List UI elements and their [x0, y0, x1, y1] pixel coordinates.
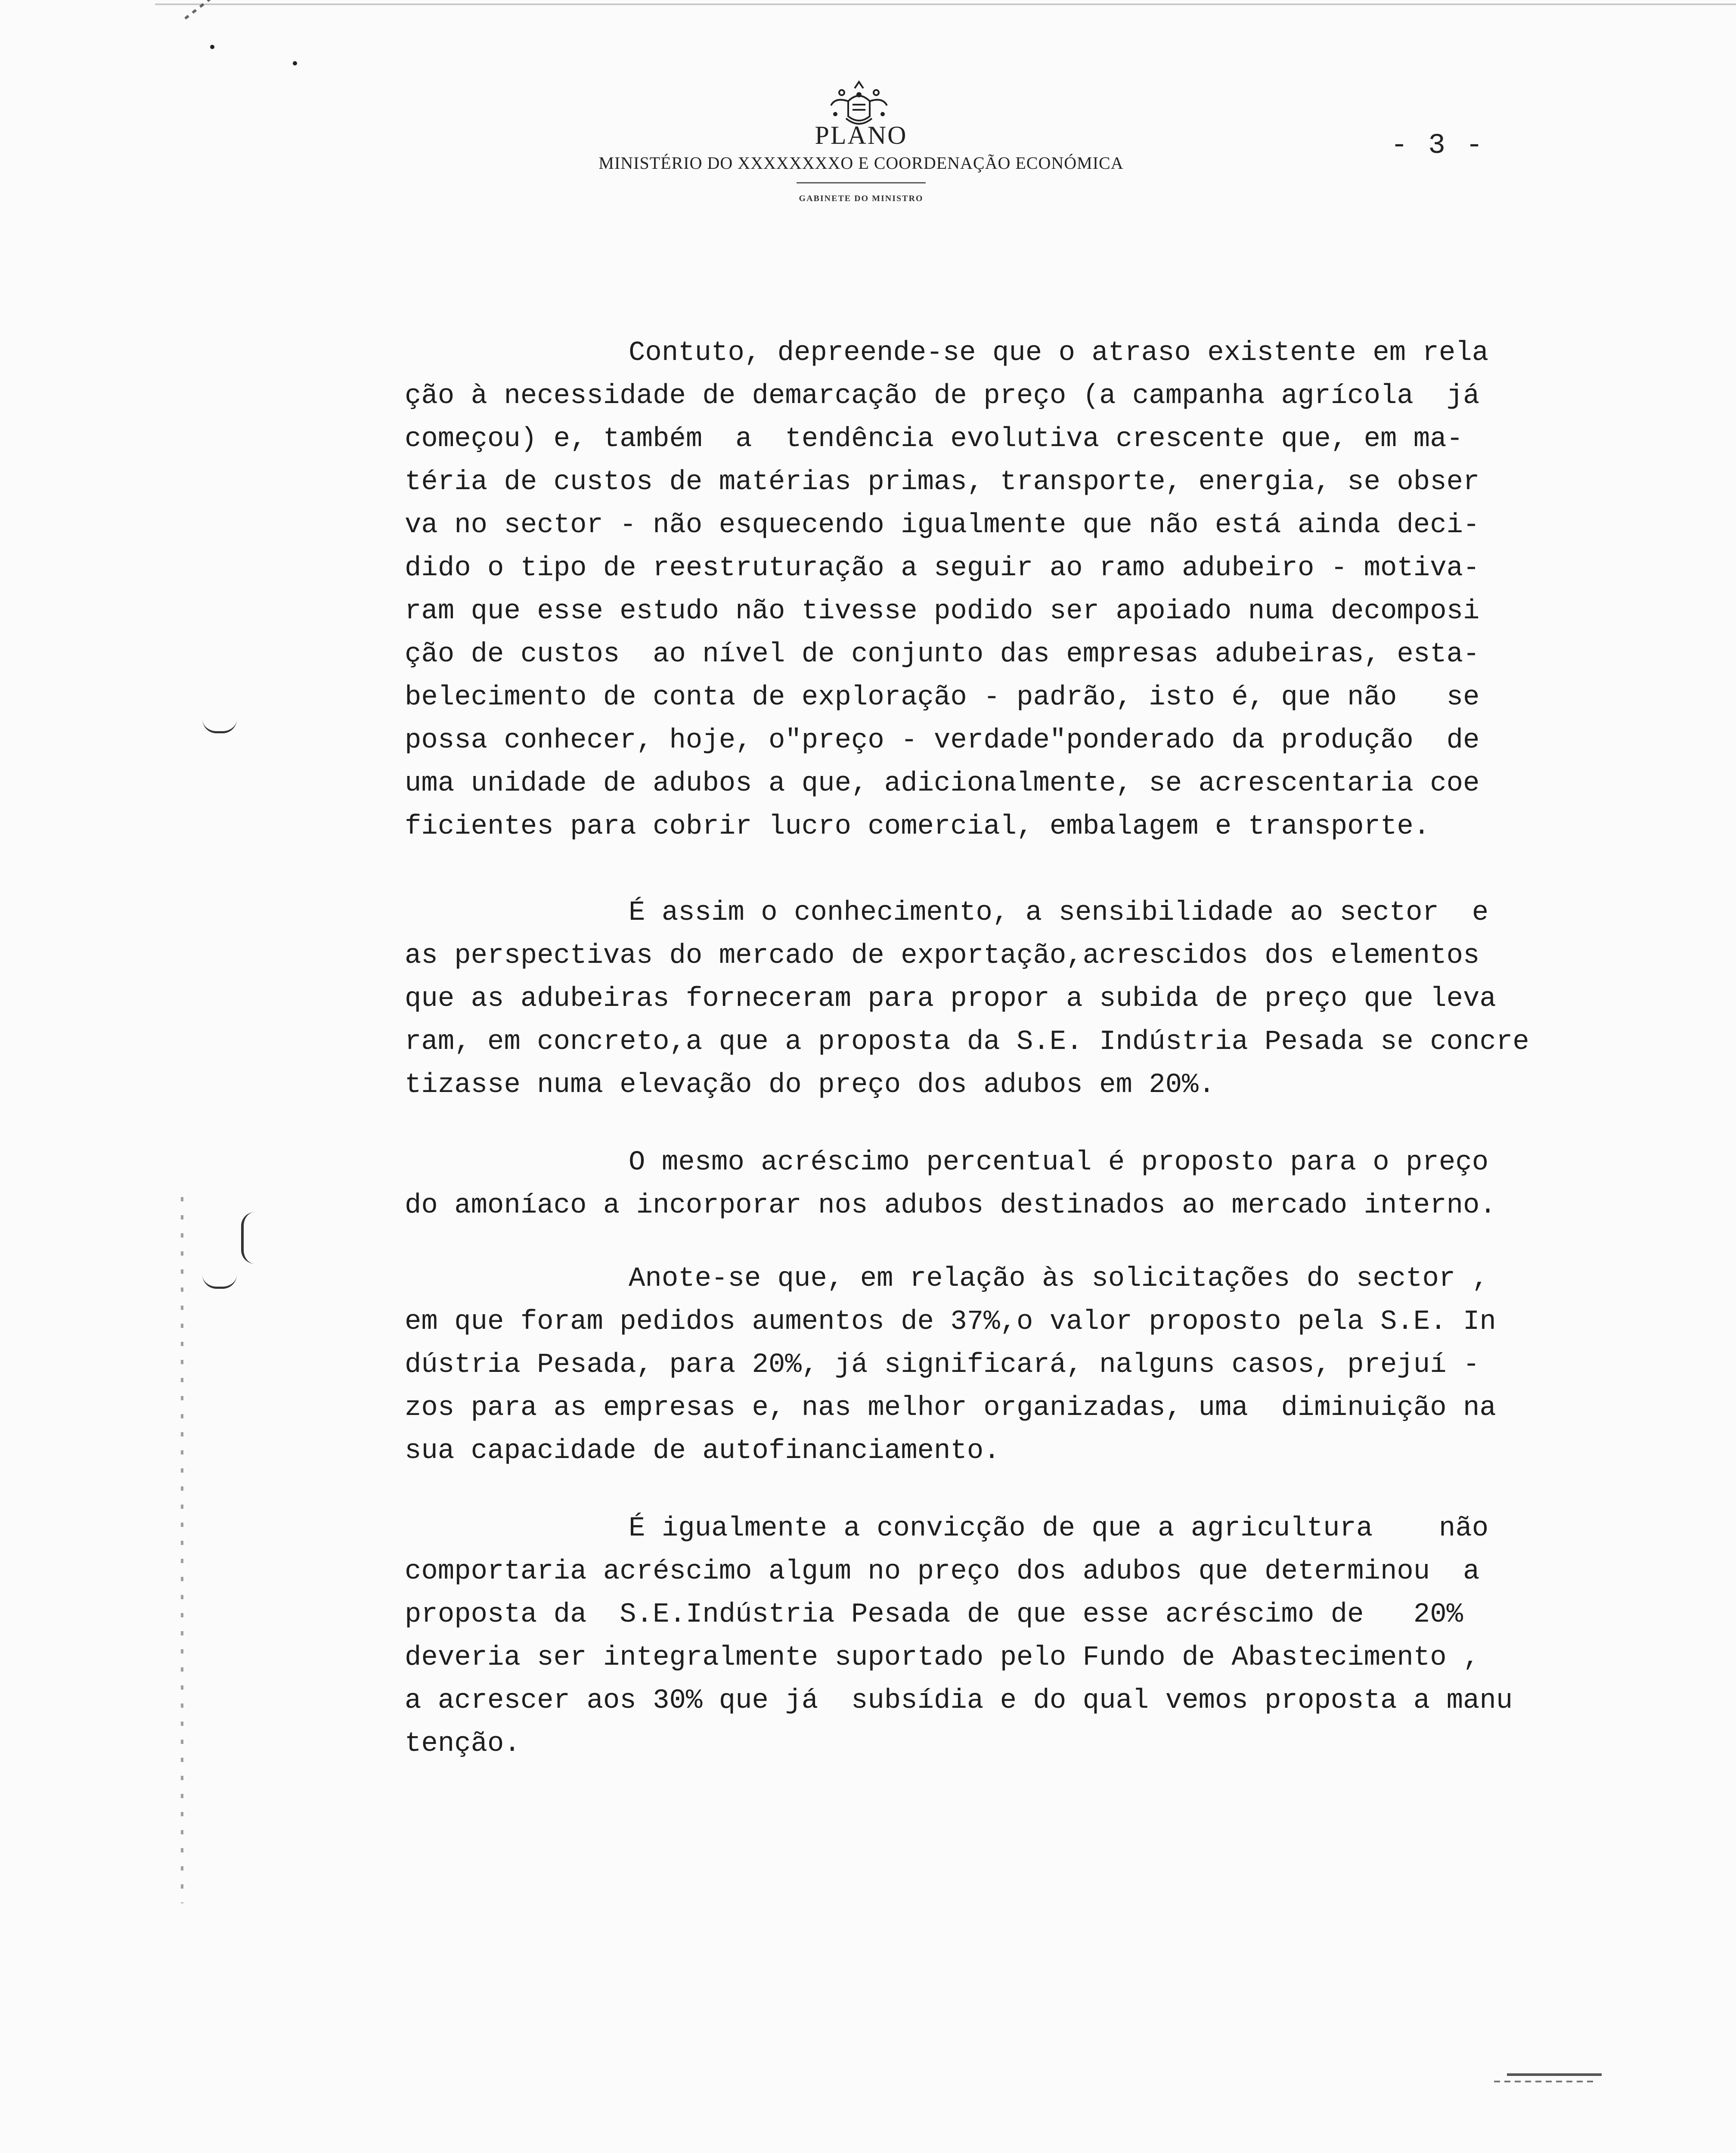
text-line: tizasse numa elevação do preço dos adubos em 20%. [405, 1070, 1215, 1101]
text-line: possa conhecer, hoje, o"preço - verdade"ponderado da produção de [405, 725, 1480, 756]
text-line: proposta da S.E.Indústria Pesada de que esse acréscimo de 20% [405, 1599, 1463, 1630]
text-line: ram que esse estudo não tivesse podido ser apoiado numa decomposi [405, 596, 1480, 627]
scan-artifact [184, 0, 298, 19]
text-line: É assim o conhecimento, a sensibilidade ao sector e [629, 897, 1489, 928]
text-line: dido o tipo de reestruturação a seguir ao ramo adubeiro - motiva- [405, 553, 1480, 584]
text-line: deveria ser integralmente suportado pelo Fundo de Abastecimento , [405, 1642, 1480, 1673]
scan-artifact [293, 61, 297, 65]
letterhead-plan-label: PLANO [815, 121, 908, 149]
scan-artifact [181, 1197, 183, 1903]
text-line: Anote-se que, em relação às solicitações do sector , [629, 1263, 1489, 1294]
scan-edge-line [155, 3, 1736, 5]
text-line: uma unidade de adubos a que, adicionalmente, se acrescentaria coe [405, 768, 1480, 799]
text-line: a acrescer aos 30% que já subsídia e do qual vemos proposta a manu [405, 1685, 1513, 1716]
paragraph-3 [405, 1141, 1541, 1227]
text-line: começou) e, também a tendência evolutiva crescente que, em ma- [405, 424, 1463, 455]
text-line: belecimento de conta de exploração - padrão, isto é, que não se [405, 682, 1480, 713]
text-line: Contuto, depreende-se que o atraso existente em rela [629, 338, 1489, 369]
text-line: tenção. [405, 1728, 521, 1759]
text-line: ção de custos ao nível de conjunto das empresas adubeiras, esta- [405, 639, 1480, 670]
scan-artifact [241, 1212, 255, 1264]
text-line: dústria Pesada, para 20%, já significará, nalguns casos, prejuí - [405, 1350, 1480, 1381]
text-line: ção à necessidade de demarcação de preço (a campanha agrícola já [405, 381, 1480, 412]
text-line: do amoníaco a incorporar nos adubos destinados ao mercado interno. [405, 1190, 1496, 1221]
text-line: as perspectivas do mercado de exportação,acrescidos dos elementos [405, 940, 1480, 971]
text-line: zos para as empresas e, nas melhor organizadas, uma diminuição na [405, 1393, 1496, 1424]
scan-artifact [1494, 2081, 1597, 2082]
text-line: em que foram pedidos aumentos de 37%,o valor proposto pela S.E. In [405, 1306, 1496, 1337]
text-line: O mesmo acréscimo percentual é proposto para o preço [629, 1147, 1489, 1178]
letterhead-divider [797, 182, 926, 183]
paragraph-2 [405, 891, 1541, 1107]
text-line: comportaria acréscimo algum no preço dos adubos que determinou a [405, 1556, 1480, 1587]
text-line: va no sector - não esquecendo igualmente que não está ainda deci- [405, 510, 1480, 541]
text-line: ficientes para cobrir lucro comercial, embalagem e transporte. [405, 811, 1430, 842]
punch-hole-mark [202, 1275, 237, 1289]
text-line: téria de custos de matérias primas, transporte, energia, se obser [405, 467, 1480, 498]
text-line: sua capacidade de autofinanciamento. [405, 1436, 1000, 1467]
scan-artifact [1507, 2073, 1602, 2076]
letterhead-ministry: MINISTÉRIO DO XXXXXXXXO E COORDENAÇÃO ECONÓMICA [598, 153, 1124, 173]
text-line: É igualmente a convicção de que a agricultura não [629, 1513, 1489, 1544]
letterhead [530, 75, 1193, 222]
letterhead-cabinet: GABINETE DO MINISTRO [799, 194, 924, 203]
paragraph-5 [405, 1507, 1541, 1765]
paragraph-4 [405, 1257, 1541, 1473]
text-line: que as adubeiras forneceram para propor a subida de preço que leva [405, 983, 1496, 1014]
text-line: ram, em concreto,a que a proposta da S.E. Indústria Pesada se concre [405, 1027, 1529, 1058]
page-number: - 3 - [1391, 129, 1485, 161]
paragraph-1 [405, 332, 1541, 848]
punch-hole-mark [202, 719, 237, 733]
scan-artifact [210, 45, 214, 49]
